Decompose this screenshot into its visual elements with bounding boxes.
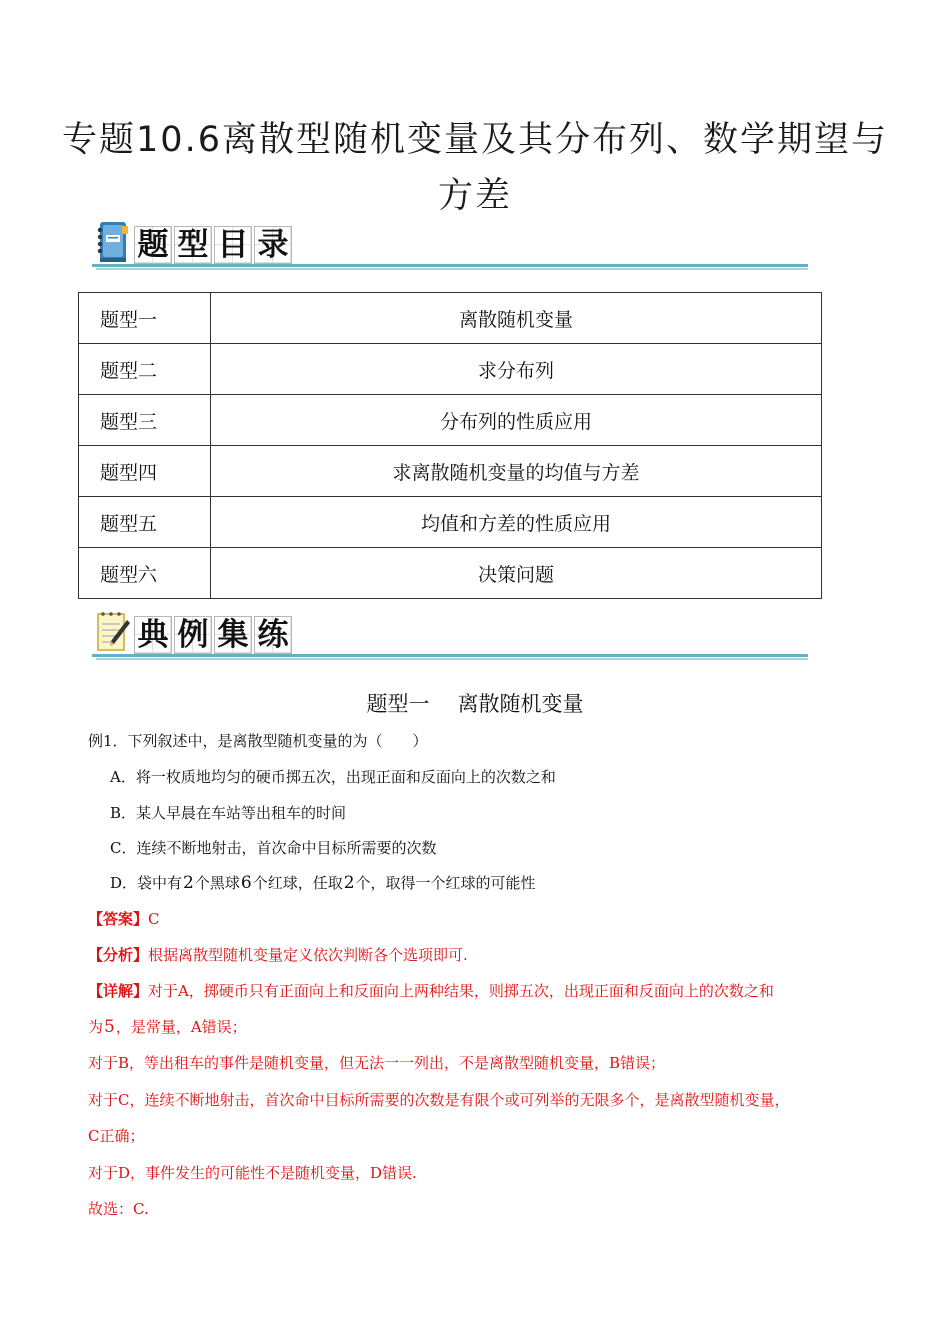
option-d-part: 个，取得一个红球的可能性	[355, 874, 536, 892]
banner-char: 练	[254, 616, 292, 654]
banner-char: 典	[134, 616, 172, 654]
answer-tag: 【答案】	[88, 910, 149, 928]
banner-char: 集	[214, 616, 252, 654]
title-line-2: 方差	[437, 176, 512, 216]
answer-text: C	[148, 910, 160, 928]
toc-banner	[92, 220, 808, 272]
option-d-part: 个黑球	[194, 874, 240, 892]
answer	[88, 908, 160, 930]
detail-text: 对于A，掷硬币只有正面向上和反面向上两种结果，则掷五次，出现正面和反面向上的次数之和	[148, 982, 774, 1000]
section-type: 题型一	[366, 692, 430, 716]
detail-line: 对于B，等出租车的事件是随机变量，但无法一一列出，不是离散型随机变量，B错误；	[88, 1054, 666, 1072]
detail-text: 为	[88, 1018, 104, 1036]
math-number: 5	[104, 1017, 115, 1037]
toc-topic: 求分布列	[211, 344, 822, 395]
option-d-part: D．袋中有	[110, 874, 183, 892]
detail-line: 对于D，事件发生的可能性不是随机变量，D错误.	[88, 1164, 417, 1182]
toc-type: 题型二	[79, 344, 211, 395]
toc-topic: 离散随机变量	[211, 293, 822, 344]
banner-divider-shadow	[96, 658, 808, 660]
detail-text: ，是常量，A错误；	[115, 1018, 247, 1036]
toc-topic: 求离散随机变量的均值与方差	[211, 446, 822, 497]
option-b: B．某人早晨在车站等出租车的时间	[110, 804, 347, 822]
toc-type: 题型一	[79, 293, 211, 344]
toc-topic: 均值和方差的性质应用	[211, 497, 822, 548]
option-a: A．将一枚质地均匀的硬币掷五次，出现正面和反面向上的次数之和	[110, 768, 556, 786]
toc-type: 题型六	[79, 548, 211, 599]
option-d-part: 个红球，任取	[252, 874, 343, 892]
analysis-tag: 【分析】	[88, 946, 149, 964]
banner-char: 录	[254, 226, 292, 264]
toc-row	[79, 548, 822, 599]
toc-row	[79, 395, 822, 446]
analysis	[88, 944, 468, 966]
detail-line: 故选：C.	[88, 1200, 149, 1218]
examples-banner	[92, 610, 808, 662]
section-topic: 离散随机变量	[457, 692, 584, 716]
toc-row	[79, 344, 822, 395]
detail-line	[88, 980, 774, 1002]
page-title	[60, 112, 890, 224]
option-d	[110, 872, 536, 894]
notepad-pen-icon	[94, 610, 130, 654]
section-heading	[0, 688, 950, 718]
math-number: 2	[183, 873, 194, 893]
toc-row	[79, 293, 822, 344]
banner-char: 题	[134, 226, 172, 264]
analysis-text: 根据离散型随机变量定义依次判断各个选项即可.	[148, 946, 468, 964]
question-stem: 例1．下列叙述中，是离散型随机变量的为（ ）	[88, 732, 428, 750]
banner-char: 例	[174, 616, 212, 654]
toc-table	[78, 292, 822, 599]
banner-divider	[92, 654, 808, 657]
toc-row	[79, 446, 822, 497]
toc-row	[79, 497, 822, 548]
detail-line: 对于C，连续不断地射击，首次命中目标所需要的次数是有限个或可列举的无限多个，是离散型随机变量，	[88, 1091, 790, 1109]
math-number: 2	[343, 873, 355, 893]
toc-topic: 分布列的性质应用	[211, 395, 822, 446]
option-c: C．连续不断地射击，首次命中目标所需要的次数	[110, 839, 437, 857]
toc-topic: 决策问题	[211, 548, 822, 599]
detail-line: C正确；	[88, 1127, 145, 1145]
banner-divider-shadow	[96, 268, 808, 270]
toc-type: 题型五	[79, 497, 211, 548]
detail-tag: 【详解】	[88, 982, 149, 1000]
toc-type: 题型四	[79, 446, 211, 497]
toc-type: 题型三	[79, 395, 211, 446]
banner-char: 目	[214, 226, 252, 264]
detail-line	[88, 1016, 247, 1038]
title-line-1: 专题10.6离散型随机变量及其分布列、数学期望与	[62, 120, 888, 160]
math-number: 6	[240, 873, 252, 893]
banner-divider	[92, 264, 808, 267]
banner-char: 型	[174, 226, 212, 264]
notebook-icon	[94, 220, 130, 264]
